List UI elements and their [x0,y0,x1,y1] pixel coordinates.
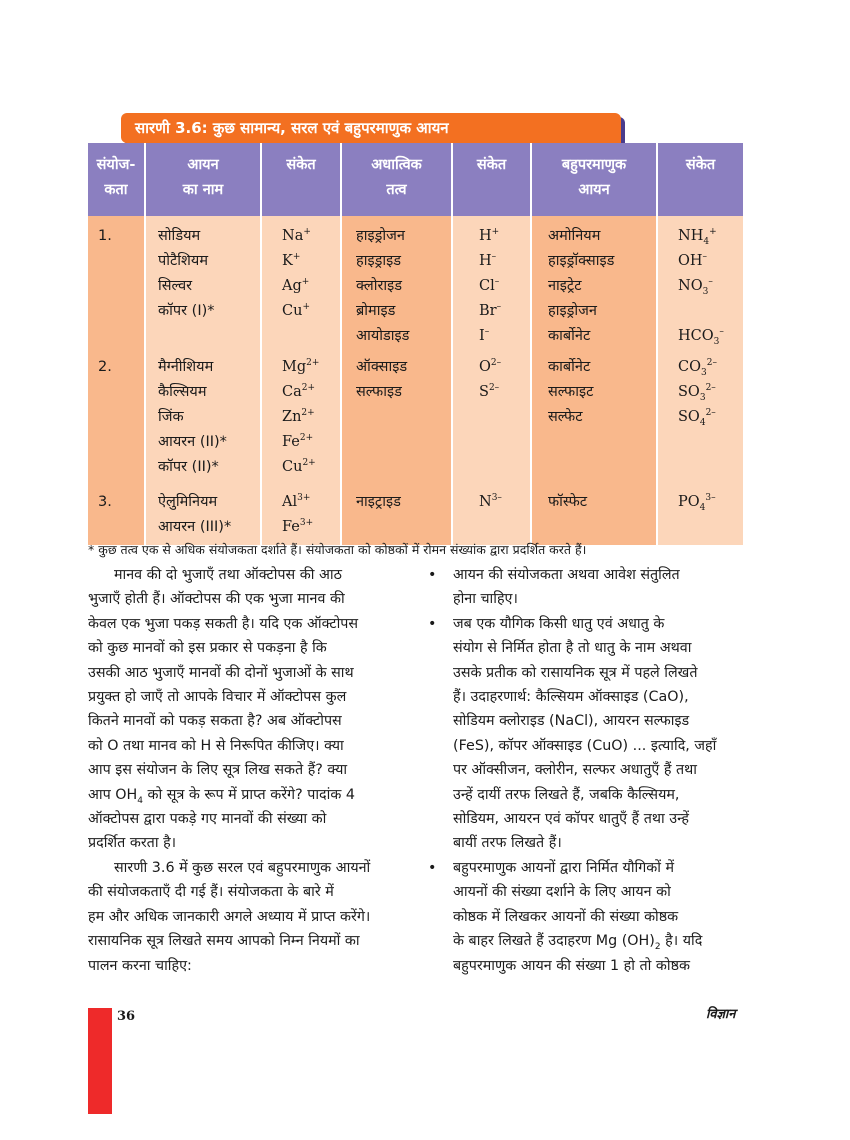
nonmetal-name: हाइड्राइड [356,253,401,269]
text-line: पर ऑक्सीजन, क्लोरीन, सल्फर अधातुएँ हैं तथा [453,762,697,779]
valency-cell [88,216,145,349]
text-line: को O तथा मानव को H से निरूपित कीजिए। क्या [88,737,344,754]
ion-name: सिल्वर [158,278,193,294]
nonmetal-name: ब्रोमाइड [356,303,396,319]
text-line: हम और अधिक जानकारी अगले अध्याय में प्राप्त करेंगे। [88,908,371,925]
text-line: ऑक्टोपस द्वारा पकड़े गए मानवों की संख्या को [88,811,327,828]
table-body [88,216,743,545]
rule-bullet-1 [428,563,743,612]
polyatomic-symbol: $SO_3^{2-}$ [678,383,716,403]
polyatomic-symbol-cell [657,349,743,480]
polyatomic-symbol: $SO_4^{2-}$ [678,408,716,428]
polyatomic-cell [531,216,657,349]
polyatomic-ion-name: हाइड्रोजन [548,303,597,319]
nonmetal-name: क्लोराइड [356,278,403,294]
ion-symbol: Ag+ [282,277,310,294]
nonmetal-name: सल्फाइड [356,384,402,400]
nonmetal-symbol-cell [452,480,531,545]
polyatomic-ion-name: नाइट्रेट [548,278,582,294]
ion-name: आयरन (III)* [158,519,232,535]
nonmetal-symbol: $N^{3-}$ [479,493,502,510]
text-line: कितने मानवों को पकड़ सकता है? अब ऑक्टोपस [88,713,342,730]
text-line: बायीं तरफ लिखते हैं। [453,835,562,852]
polyatomic-cell [531,480,657,545]
polyatomic-symbol: $HCO_3^-$ [678,327,724,347]
ion-name: ऐलुमिनियम [158,494,218,510]
text-line: सारणी 3.6 में कुछ सरल एवं बहुपरमाणुक आयनों [114,859,371,876]
ion-symbol: $Mg^{2+}$ [282,358,320,375]
ion-name-cell [145,480,261,545]
nonmetal-name: नाइट्राइड [356,494,401,510]
ion-name-cell [145,216,261,349]
ion-symbol: Na+ [282,227,311,244]
ion-name: कॉपर (II)* [158,459,219,475]
text-line: उन्हें दायीं तरफ लिखते हैं, जबकि कैल्सियम, [453,786,680,803]
page-edge-accent [88,1008,112,1114]
table-footnote: * कुछ तत्व एक से अधिक संयोजकता दर्शाते हैं। संयोजकता को कोष्ठकों में रोमन संख्यांक द्वारा प्रदर्शित करते हैं। [88,542,587,557]
ion-table-container [88,143,743,535]
polyatomic-ion-name: कार्बोनेट [548,328,591,344]
nonmetal-symbol-cell [452,216,531,349]
text-line: सोडियम, आयरन एवं कॉपर धातुएँ हैं तथा उन्हें [453,811,689,828]
polyatomic-symbol: OH– [678,252,708,269]
nonmetal-symbol: $O^{2-}$ [479,358,502,375]
polyatomic-symbol [678,299,743,324]
ion-symbol: K+ [282,252,301,269]
oh-formula-line: आप $OH_4$ को सूत्र के रूप में प्राप्त करेंगे? पादांक 4 [88,786,355,806]
symbol-cell [261,216,341,349]
text-line: मानव की दो भुजाएँ तथा ऑक्टोपस की आठ [114,567,342,583]
bullet-icon: • [428,567,437,583]
polyatomic-symbol: $NO_3^-$ [678,277,713,297]
text-line: उसके प्रतीक को रासायनिक सूत्र में पहले लिखते [453,664,698,681]
nonmetal-name: ऑक्साइड [356,359,408,375]
paragraph-octopus [88,563,405,856]
polyatomic-symbol: $CO_3^{2-}$ [678,358,717,378]
text-line: जब एक यौगिक किसी धातु एवं अधातु के [453,615,665,632]
text-line: आयन की संयोजकता अथवा आवेश संतुलित [453,567,680,583]
nonmetal-cell [341,349,452,480]
table-row [88,480,743,545]
polyatomic-symbol-cell [657,216,743,349]
book-title: विज्ञान [706,1007,736,1022]
text-line: बहुपरमाणुक आयनों द्वारा निर्मित यौगिकों में [453,859,675,876]
ion-name-cell [145,349,261,480]
nonmetal-symbol: $S^{2-}$ [479,383,500,400]
ion-symbol: $Cu^{2+}$ [282,458,316,475]
text-line: कोष्ठक में लिखकर आयनों की संख्या कोष्ठक [453,908,679,925]
ion-symbol: $Zn^{2+}$ [282,408,315,425]
rule-bullet-3: • बहुपरमाणुक आयनों द्वारा निर्मित यौगिकों में आयनों की संख्या दर्शाने के लिए आयन को कोष्ठक में लिखकर आयनों की संख्या कोष्ठक के बाहर लिखते हैं उदाहरण Mg $(OH)_2$ है। यदि बहुपरमाणुक आयन की संख्या 1 हो तो कोष्ठक [428,856,743,978]
nonmetal-symbol: Br– [479,302,502,319]
symbol-cell [261,480,341,545]
ion-name: मैग्नीशियम [158,359,214,375]
rule-bullet-2 [428,612,743,856]
text-line: संयोग से निर्मित होता है तो धातु के नाम अथवा [453,640,692,657]
ion-symbol: $Al^{3+}$ [282,493,311,510]
ion-name: कैल्सियम [158,384,207,400]
nonmetal-name: हाइड्रोजन [356,228,405,244]
polyatomic-ion-name: फॉस्फेट [548,494,588,510]
ion-name: सोडियम [158,228,201,244]
polyatomic-ion-name: सल्फाइट [548,384,594,400]
nonmetal-symbol: I– [479,327,490,344]
text-line: को कुछ मानवों को इस प्रकार से पकड़ना है कि [88,640,327,657]
header-polyatomic-symbol: संकेत [657,143,743,216]
valency-number: 1. [98,228,112,244]
header-symbol: संकेत [261,143,341,216]
polyatomic-ion-name: सल्फेट [548,409,583,425]
text-line: (FeS), कॉपर ऑक्साइड (CuO) ... इत्यादि, जहाँ [453,737,717,754]
nonmetal-symbol-cell [452,349,531,480]
polyatomic-symbol-cell [657,480,743,545]
nonmetal-name: आयोडाइड [356,328,410,344]
ion-table [88,143,743,545]
header-nonmetal: अधात्विक तत्व [341,143,452,216]
nonmetal-symbol: H– [479,252,497,269]
polyatomic-ion-name: अमोनियम [548,228,601,244]
valency-cell [88,349,145,480]
ion-symbol: $Ca^{2+}$ [282,383,316,400]
polyatomic-cell [531,349,657,480]
text-line: पालन करना चाहिए: [88,957,192,974]
page-number: 36 [117,1009,136,1024]
nonmetal-cell [341,480,452,545]
nonmetal-symbol: Cl– [479,277,500,294]
header-polyatomic: बहुपरमाणुक आयन [531,143,657,216]
paragraph-valency-table [88,856,405,978]
text-line: प्रदर्शित करता है। [88,835,177,852]
table-caption-bar [121,113,621,143]
bullet-icon: • [428,859,437,876]
polyatomic-symbol: $PO_4^{3-}$ [678,493,716,513]
valency-cell [88,480,145,545]
table-row [88,349,743,480]
table-header-row [88,143,743,216]
ion-name: कॉपर (I)* [158,303,215,319]
text-line: आयनों की संख्या दर्शाने के लिए आयन को [453,884,671,901]
header-ion-name: आयन का नाम [145,143,261,216]
text-line: भुजाएँ होती हैं। ऑक्टोपस की एक भुजा मानव की [88,591,345,608]
ion-name: आयरन (II)* [158,434,227,450]
text-line: की संयोजकताएँ दी गई हैं। संयोजकता के बारे में [88,884,334,901]
text-line: रासायनिक सूत्र लिखते समय आपको निम्न नियमों का [88,933,360,950]
nonmetal-cell [341,216,452,349]
table-caption: सारणी 3.6: कुछ सामान्य, सरल एवं बहुपरमाणुक आयन [135,119,449,137]
polyatomic-ion-name: हाइड्रॉक्साइड [548,253,615,269]
left-text-column [88,563,405,978]
ion-symbol: Cu+ [282,302,310,319]
ion-symbol: $Fe^{2+}$ [282,433,314,450]
ion-name: जिंक [158,409,184,425]
text-line: हैं। उदाहरणार्थ: कैल्सियम ऑक्साइड (CaO), [453,689,689,706]
symbol-cell [261,349,341,480]
nonmetal-symbol: H+ [479,227,500,244]
text-line: आप इस संयोजन के लिए सूत्र लिख सकते हैं? क्या [88,762,348,779]
text-line: सोडियम क्लोराइड (NaCl), आयरन सल्फाइड [453,713,690,730]
ion-name: पोटैशियम [158,253,208,269]
ion-symbol: $Fe^{3+}$ [282,518,314,535]
table-row [88,216,743,349]
right-text-column [428,563,743,978]
text-line: उसकी आठ भुजाएँ मानवों की दोनों भुजाओं के साथ [88,664,354,681]
header-valency: संयोज- कता [88,143,145,216]
polyatomic-symbol: $NH_4^+$ [678,227,717,247]
polyatomic-ion-name: कार्बोनेट [548,359,591,375]
text-line: होना चाहिए। [453,591,518,608]
text-line: प्रयुक्त हो जाएँ तो आपके विचार में ऑक्टोपस कुल [88,689,347,706]
header-nonmetal-symbol: संकेत [452,143,531,216]
text-line: केवल एक भुजा पकड़ सकती है। यदि एक ऑक्टोपस [88,615,359,632]
bullet-icon: • [428,615,437,632]
mg-formula-line: के बाहर लिखते हैं उदाहरण Mg $(OH)_2$ है। यदि [453,933,703,952]
valency-number: 3. [98,494,112,510]
valency-number: 2. [98,359,112,375]
